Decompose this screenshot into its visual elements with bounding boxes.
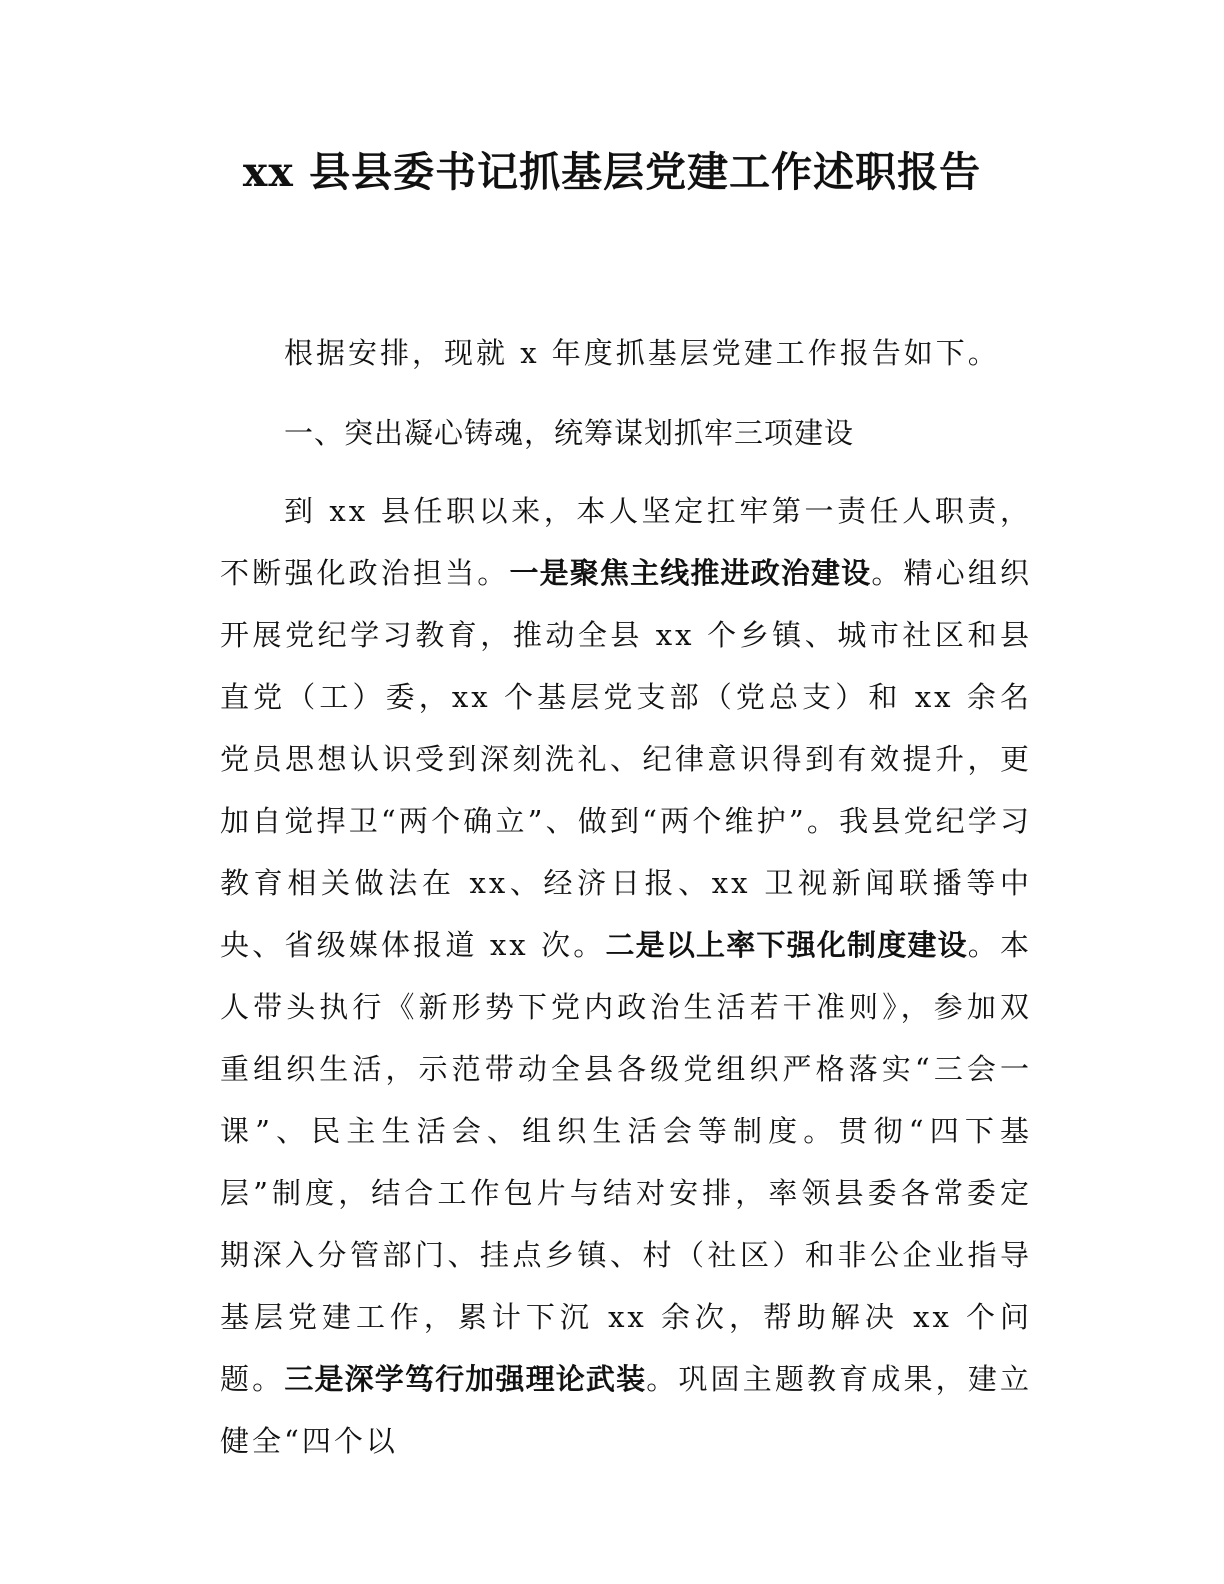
body-paragraph-1 [220, 480, 1032, 1458]
emphasis-point-3: 三是深学笃行加强理论武装 [284, 1362, 647, 1396]
paragraph-text: 。本人带头执行《新形势下党内政治生活若干准则》，参加双重组织生活，示范带动全县各级党组织严格落实“三会一课”、民主生活会、组织生活会等制度。贯彻“四下基层”制度，结合工作包片与结对安排，率领县委各常委定期深入分管部门、挂点乡镇、村（社区）和非公企业指导基层党建工作，累计下沉 xx 余次，帮助解决 xx 个问题。 [220, 928, 1032, 1396]
document-title: xx 县县委书记抓基层党建工作述职报告 [242, 148, 982, 196]
paragraph-text: 。精心组织开展党纪学习教育，推动全县 xx 个乡镇、城市社区和县直党（工）委，xx 个基层党支部（党总支）和 xx 余名党员思想认识受到深刻洗礼、纪律意识得到有效提升，更加自觉捍卫“两个确立”、做到“两个维护”。我县党纪学习教育相关做法在 xx、经济日报、xx 卫视新闻联播等中央、省级媒体报道 xx 次。 [220, 556, 1032, 962]
paragraph-text: 。巩固主题教育成果，建立健全“四个以 [220, 1362, 1032, 1458]
emphasis-point-2: 二是以上率下强化制度建设 [605, 928, 968, 962]
section-heading-1: 一、突出凝心铸魂，统筹谋划抓牢三项建设 [284, 416, 855, 450]
document-body [220, 322, 1032, 1458]
emphasis-point-1: 一是聚焦主线推进政治建设 [509, 556, 872, 590]
paragraph-text: 到 xx 县任职以来，本人坚定扛牢第一责任人职责，不断强化政治担当。 [220, 494, 1032, 590]
intro-paragraph: 根据安排，现就 x 年度抓基层党建工作报告如下。 [284, 336, 1000, 370]
